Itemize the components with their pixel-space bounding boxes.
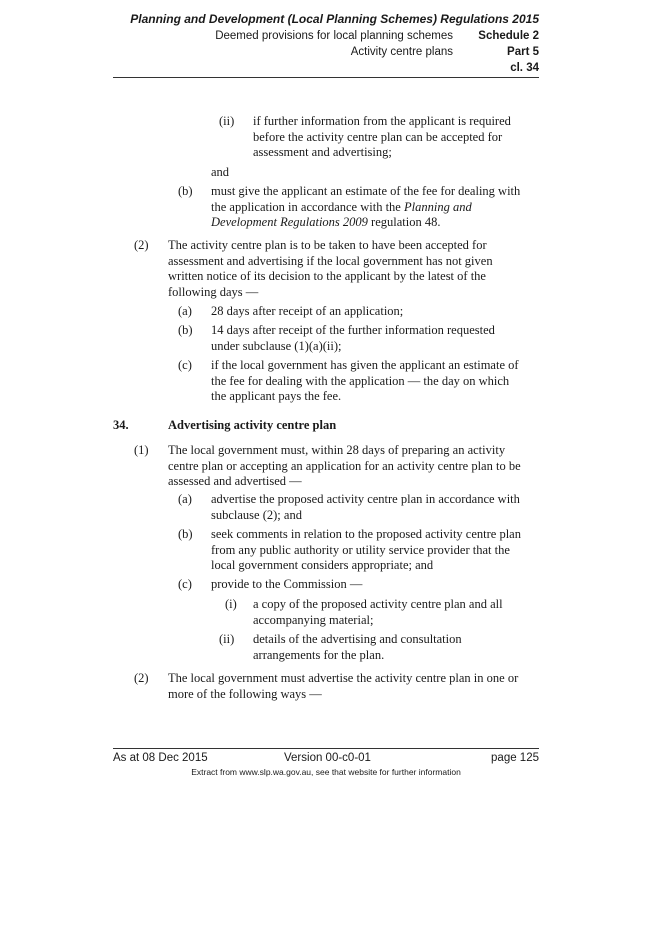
subpara-ii-line: before the activity centre plan can be accepted for xyxy=(253,129,503,144)
para-b-line xyxy=(211,215,440,231)
clause-label: cl. 34 xyxy=(510,62,539,74)
para-b-text: regulation 48. xyxy=(367,215,441,229)
schedule-description: Deemed provisions for local planning schemes xyxy=(215,30,453,42)
para-a-label: (a) xyxy=(178,304,192,318)
subclause-1-line: centre plan or accepting an application for an activity centre plan to be xyxy=(168,458,521,473)
para-a-label: (a) xyxy=(178,492,192,506)
section-number: 34. xyxy=(113,418,129,432)
subpara-ii-line: if further information from the applicant is required xyxy=(253,114,511,128)
footer-source-note: Extract from www.slp.wa.gov.au, see that website for further information xyxy=(191,767,461,777)
header-row-part xyxy=(113,46,539,58)
para-c-label: (c) xyxy=(178,358,192,372)
subclause-2-line: written notice of its decision to the applicant by the latest of the xyxy=(168,269,486,283)
para-a-line: advertise the proposed activity centre plan in accordance with xyxy=(211,492,520,506)
subpara-ii-line: arrangements for the plan. xyxy=(253,647,385,662)
subclause-2-line: The activity centre plan is to be taken to have been accepted for xyxy=(168,238,487,252)
para-b-line: under subclause (1)(a)(ii); xyxy=(211,338,342,353)
act-title-italic: Planning and xyxy=(403,199,472,214)
para-b-line: from any public authority or utility service provider that the xyxy=(211,542,510,557)
subclause-1-line: assessed and advertised — xyxy=(168,474,302,488)
para-b-line: local government considers appropriate; and xyxy=(211,558,434,572)
conjunction-and: and xyxy=(211,165,230,179)
subpara-i-label: (i) xyxy=(225,597,237,611)
subpara-ii-line: details of the advertising and consultation xyxy=(253,632,462,646)
footer-date: As at 08 Dec 2015 xyxy=(113,752,208,764)
para-b-label: (b) xyxy=(178,323,193,337)
para-b-label: (b) xyxy=(178,184,193,198)
schedule-label: Schedule 2 xyxy=(478,30,539,42)
footer-version: Version 00-c0-01 xyxy=(284,752,371,764)
para-c-line: provide to the Commission — xyxy=(211,577,363,591)
para-c-line: the applicant pays the fee. xyxy=(211,389,342,403)
subclause-2-line: more of the following ways — xyxy=(168,686,322,701)
para-b-label: (b) xyxy=(178,527,193,541)
part-label: Part 5 xyxy=(507,46,539,58)
para-c-line: the fee for dealing with the application — the day on which xyxy=(211,373,510,388)
subpara-ii-label: (ii) xyxy=(219,114,235,128)
footer-page-number: page 125 xyxy=(491,752,539,764)
subclause-2-line: assessment and advertising if the local government has not given xyxy=(168,253,493,268)
para-c-line: if the local government has given the applicant an estimate of xyxy=(211,358,519,372)
subclause-1-label: (1) xyxy=(134,443,149,457)
part-description: Activity centre plans xyxy=(350,46,453,58)
subclause-2-label: (2) xyxy=(134,238,149,252)
para-c-label: (c) xyxy=(178,577,192,591)
header-divider xyxy=(113,77,539,78)
para-a-line: 28 days after receipt of an application; xyxy=(211,304,404,318)
subclause-1-line: The local government must, within 28 days of preparing an activity xyxy=(168,443,506,457)
section-heading: Advertising activity centre plan xyxy=(168,418,337,432)
para-b-line xyxy=(211,200,472,216)
para-b-line: 14 days after receipt of the further information requested xyxy=(211,323,495,337)
subclause-2-line: following days — xyxy=(168,284,259,299)
subpara-i-line: accompanying material; xyxy=(253,612,374,627)
subpara-i-line: a copy of the proposed activity centre plan and all xyxy=(253,597,503,611)
regulation-title: Planning and Development (Local Planning Schemes) Regulations 2015 xyxy=(130,12,539,26)
subclause-2-label: (2) xyxy=(134,671,149,685)
subclause-2-line: The local government must advertise the activity centre plan in one or xyxy=(168,671,519,685)
para-a-line: subclause (2); and xyxy=(211,507,302,522)
para-b-line: must give the applicant an estimate of the fee for dealing with xyxy=(211,184,521,198)
header-row-clause xyxy=(113,62,539,74)
subpara-ii-line: assessment and advertising; xyxy=(253,145,392,159)
header-row-schedule xyxy=(113,30,539,42)
para-b-line: seek comments in relation to the proposed activity centre plan xyxy=(211,527,521,541)
para-b-text: the application in accordance with the xyxy=(211,199,404,214)
subpara-ii-label: (ii) xyxy=(219,632,235,646)
footer-divider xyxy=(113,748,539,749)
act-title-italic: Development Regulations 2009 xyxy=(211,215,368,229)
